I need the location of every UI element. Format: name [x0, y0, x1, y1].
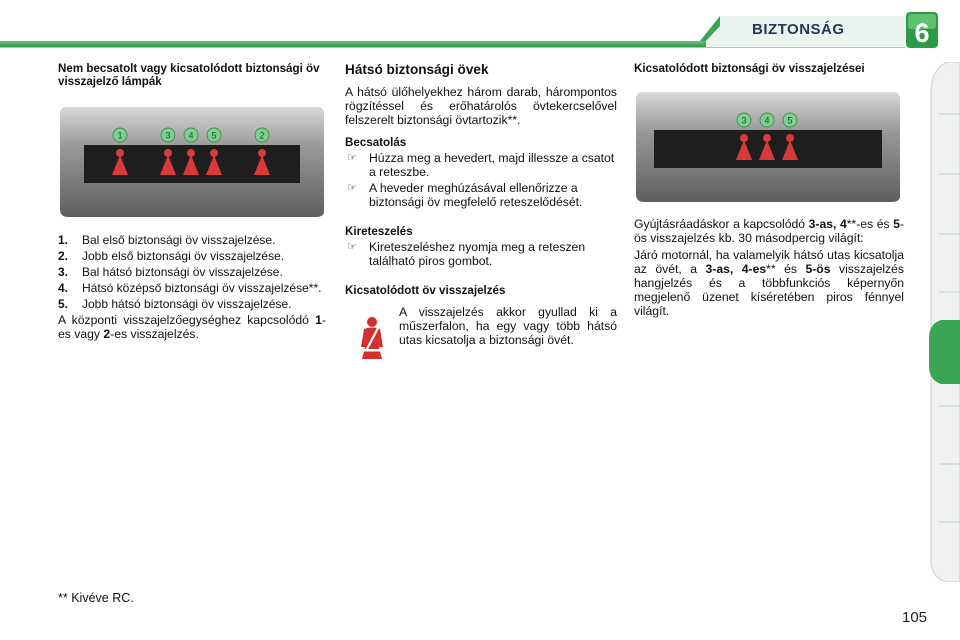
warning-block	[345, 305, 617, 365]
chapter-number: 6	[914, 18, 930, 48]
page-number: 105	[902, 609, 928, 626]
chapter-number-badge	[905, 11, 939, 49]
legend-item: 3. Bal hátsó biztonsági öv visszajelzése.	[58, 265, 283, 279]
panel-label: 2	[259, 130, 265, 141]
panel-label: 4	[188, 130, 194, 141]
column-front-seatbelt-indicators	[58, 62, 326, 341]
chapter-title: BIZTONSÁG	[752, 21, 845, 38]
column-rear-seatbelts	[345, 62, 617, 365]
bullet-item: ☞ Kireteszeléshez nyomja meg a reteszen található piros gombot.	[347, 240, 586, 268]
footnote: ** Kivéve RC.	[58, 591, 134, 605]
warning-text: A visszajelzés akkor gyullad ki a műszerfalon, ha egy vagy több hátsó utas kicsatolja a biztonsági övét.	[399, 305, 617, 347]
intro-paragraph: A hátsó ülőhelyekhez három darab, hárompontos rögzítéssel és erőhatárolós övtekercselővel felszerelt biztonsági övtartozik**.	[345, 85, 617, 127]
section-heading: Nem becsatolt vagy kicsatolódott biztonsági öv visszajelző lámpák	[58, 62, 320, 88]
engine-running-paragraph: Járó motornál, ha valamelyik hátsó utas kicsatolja az övét, a 3-as, 4-es** és 5-ös visszajelzés hangjelzés és a többfunkciós képernyőn megjelenő üzenet kíséretében piros fénnyel világít.	[634, 248, 905, 318]
pointing-hand-icon: ☞	[347, 152, 357, 164]
unfastening-heading: Kireteszelés	[345, 225, 413, 238]
legend-item: 5. Jobb hátsó biztonsági öv visszajelzése.	[58, 297, 292, 311]
panel-label: 3	[165, 130, 171, 141]
pointing-hand-icon: ☞	[347, 241, 357, 253]
bullet-item: ☞ A heveder meghúzásával ellenőrizze a biztonsági öv megfelelő reteszelődését.	[347, 181, 583, 209]
panel-label: 5	[211, 130, 217, 141]
panel-label: 3	[741, 115, 747, 126]
section-title: Hátsó biztonsági övek	[345, 62, 489, 77]
rear-indicator-panel-image	[634, 88, 902, 204]
panel-label: 1	[117, 130, 123, 141]
fastening-heading: Becsatolás	[345, 136, 407, 149]
indicator-legend	[58, 233, 326, 311]
column-unfastened-indicators	[634, 62, 904, 318]
seatbelt-warning-icon	[345, 311, 399, 365]
central-unit-paragraph: A központi visszajelzőegységhez kapcsolódó 1-es vagy 2-es visszajelzés.	[58, 313, 326, 341]
indicator-panel-image	[58, 103, 326, 219]
panel-label: 5	[787, 115, 793, 126]
chapter-tab-strip	[927, 62, 960, 582]
legend-item: 2. Jobb első biztonsági öv visszajelzése.	[58, 249, 285, 263]
section-heading: Kicsatolódott biztonsági öv visszajelzései	[634, 62, 865, 75]
bullet-item: ☞ Húzza meg a hevedert, majd illessze a csatot a reteszbe.	[347, 151, 615, 179]
pointing-hand-icon: ☞	[347, 182, 357, 194]
panel-label: 4	[764, 115, 770, 126]
warning-heading: Kicsatolódott öv visszajelzés	[345, 284, 506, 297]
legend-item: 1. Bal első biztonsági öv visszajelzése.	[58, 233, 276, 247]
legend-item: 4. Hátsó középső biztonsági öv visszajelzése**.	[58, 281, 322, 295]
ignition-paragraph: Gyújtásráadáskor a kapcsolódó 3-as, 4**-es és 5-ös visszajelzés kb. 30 másodpercig világít:	[634, 217, 904, 245]
